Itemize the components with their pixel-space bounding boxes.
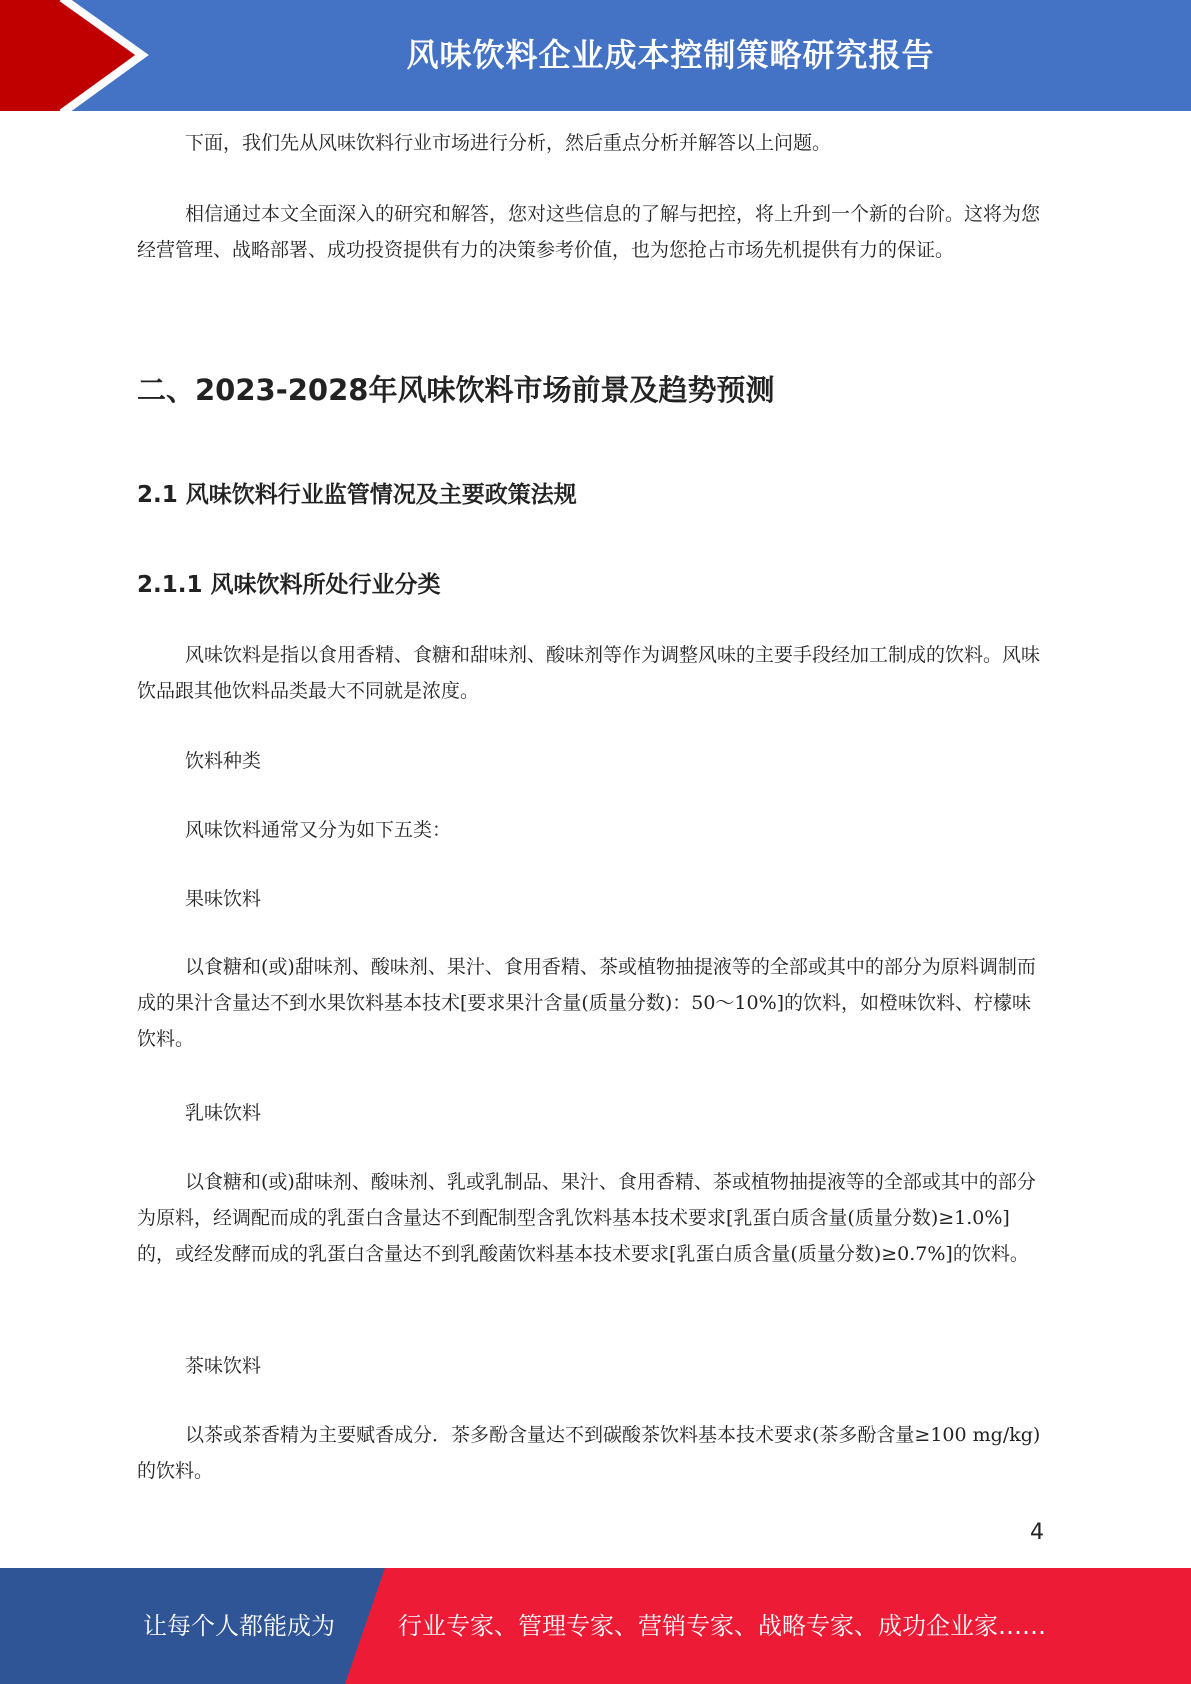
subsection-heading: 2.1 风味饮料行业监管情况及主要政策法规 [137, 482, 577, 508]
report-title: 风味饮料企业成本控制策略研究报告 [406, 36, 935, 74]
paragraph: 下面，我们先从风味饮料行业市场进行分析，然后重点分析并解答以上问题。 [185, 132, 832, 154]
paragraph: 以食糖和(或)甜味剂、酸味剂、乳或乳制品、果汁、食用香精、茶或植物抽提液等的全部或其中的部分为原料，经调配而成的乳蛋白含量达不到配制型含乳饮料基本技术要求[乳蛋白质含量(质量分数)≥1.0%]的，或经发酵而成的乳蛋白含量达不到乳酸菌饮料基本技术要求[乳蛋白质含量(质量分数)≥0.7%]的饮料。 [137, 1171, 1036, 1265]
paragraph: 相信通过本文全面深入的研究和解答，您对这些信息的了解与把控，将上升到一个新的台阶。这将为您经营管理、战略部署、成功投资提供有力的决策参考价值，也为您抢占市场先机提供有力的保证。 [137, 203, 1041, 261]
paragraph: 饮料种类 [185, 750, 262, 772]
page-number: 4 [1030, 1520, 1044, 1545]
subsubsection-heading: 2.1.1 风味饮料所处行业分类 [137, 572, 441, 598]
paragraph: 茶味饮料 [185, 1355, 262, 1377]
paragraph: 风味饮料是指以食用香精、食糖和甜味剂、酸味剂等作为调整风味的主要手段经加工制成的饮料。风味饮品跟其他饮料品类最大不同就是浓度。 [137, 644, 1041, 702]
paragraph: 以茶或茶香精为主要赋香成分．茶多酚含量达不到碳酸茶饮料基本技术要求(茶多酚含量≥100 mg/kg)的饮料。 [137, 1424, 1041, 1482]
footer-slogan-left: 让每个人都能成为 [143, 1612, 335, 1640]
paragraph: 以食糖和(或)甜味剂、酸味剂、果汁、食用香精、茶或植物抽提液等的全部或其中的部分为原料调制而成的果汁含量达不到水果饮料基本技术[要求果汁含量(质量分数)：50～10%]的饮料，如橙味饮料、柠檬味饮料。 [137, 956, 1036, 1050]
paragraph: 乳味饮料 [185, 1102, 262, 1124]
paragraph: 果味饮料 [185, 888, 262, 910]
footer-slogan-right: 行业专家、管理专家、营销专家、战略专家、成功企业家…… [398, 1612, 1046, 1640]
footer-banner [0, 1568, 1191, 1684]
section-heading: 二、2023-2028年风味饮料市场前景及趋势预测 [137, 373, 775, 407]
header-banner [0, 0, 1191, 111]
paragraph: 风味饮料通常又分为如下五类： [185, 819, 452, 841]
